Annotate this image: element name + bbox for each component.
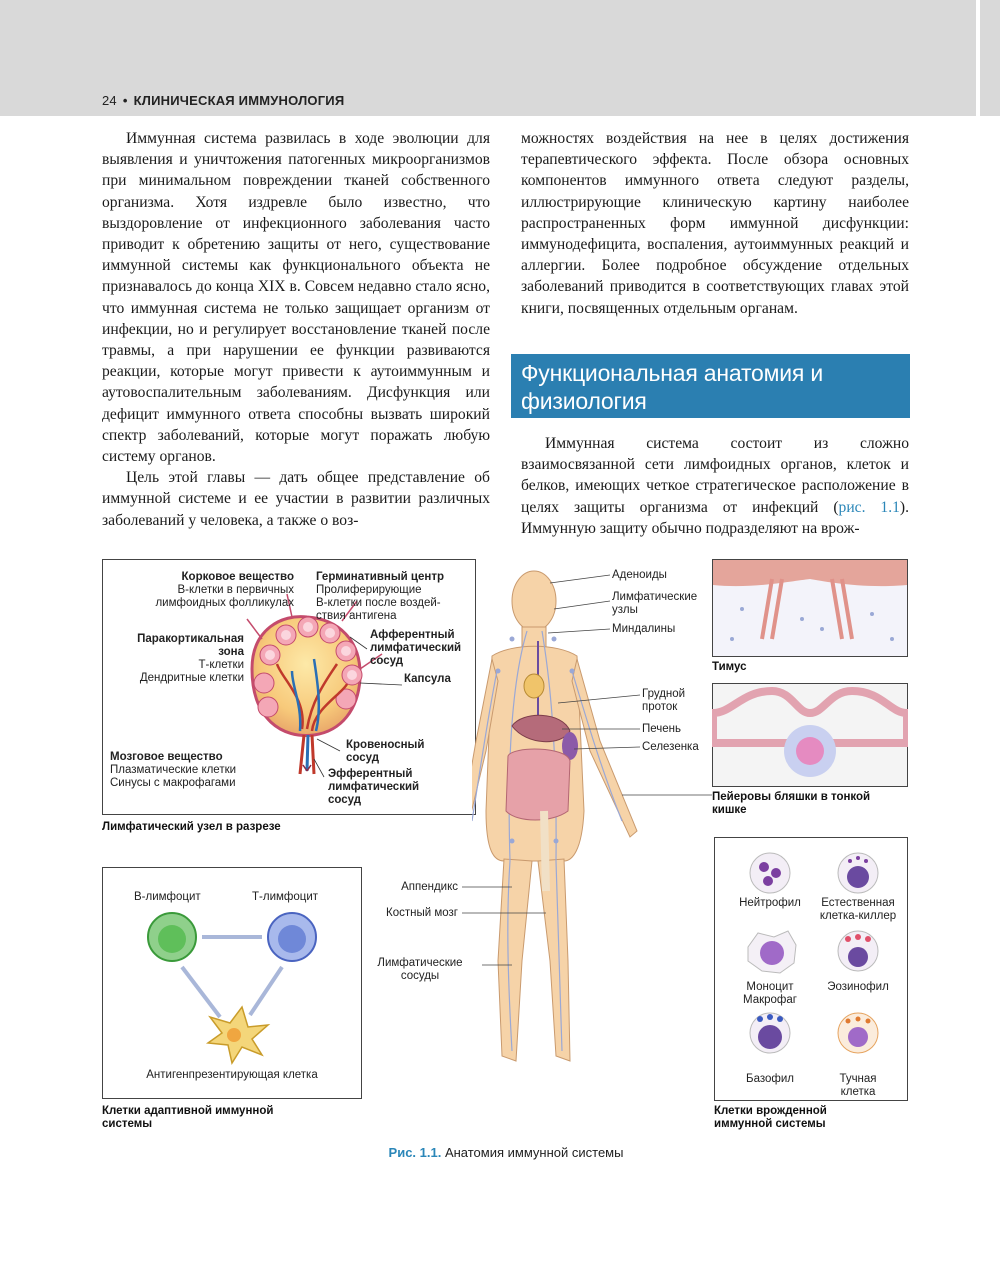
liver-label: Печень [642,723,682,735]
figure-1-1 [102,553,910,1173]
t-cell-label: Т-лимфоцит [252,891,319,903]
page-number: 24 [102,93,117,108]
germinal-title: Герминативный центр [316,571,444,583]
paragraph-intro: Иммунная система развилась в ходе эволюции для выявления и уничтожения патогенных микроорганизмов при минимальном повреждении тканей собственного организма. Хотя издревле было известно, что выздоровление от инфекционного заболевания часто приводит к обретению защиты от него, существование иммунной системы как функционального объекта не признавалось до конца XIX в. Совсем недавно стало ясно, что иммунная система не только защищает организм от инфекции, но и регулирует восстановление тканей после травмы, а при нарушении ее функции развиваются реакции, которые могут привести к аутоиммунным и аутовоспалительным заболеваниям. Дисфункция или дефицит иммунного ответа способны вызвать широкий спектр заболеваний, которые могут поражать любую систему органов. [102,130,490,466]
germinal-line-1: Пролиферирующие [316,584,422,596]
left-column [102,128,490,531]
efferent-line-3: сосуд [328,794,362,806]
monocyte-line-2: Макрофаг [743,994,797,1006]
paracortex-title-1: Паракортикальная [137,633,244,645]
eosinophil-label: Эозинофил [827,981,889,993]
eosinophil-graphic [838,931,878,971]
blood-line-2: сосуд [346,752,380,764]
adaptive-caption [102,1105,273,1131]
innate-caption-line-2: иммунной системы [714,1118,826,1130]
germinal-line-2: В-клетки после воздей- [316,597,441,609]
peyer-caption-line-1: Пейеровы бляшки в тонкой [712,791,871,803]
figure-caption [102,1145,910,1160]
duct-line-2: проток [642,701,678,713]
paragraph-anatomy-text-a: Иммунная система состоит из сложно взаимосвязанной сети лимфоидных органов, клеток и белков, имеющих четкое стратегическое расположение в целях защиты организма от инфекций ( [521,435,909,516]
peyer-illustration [712,683,908,787]
paragraph-anatomy-text-b: ). Иммунную защиту обычно подразделяют на врож- [521,498,909,537]
mast-cell-label [808,1073,908,1099]
nk-line-2: клетка-киллер [819,910,897,922]
nk-cell-label [808,897,908,923]
duct-line-1: Грудной [642,688,686,700]
paragraph-anatomy [521,433,909,539]
adaptive-caption-line-1: Клетки адаптивной иммунной [102,1105,274,1117]
cortex-line-1: В-клетки в первичных [177,584,294,596]
right-column-top [521,128,909,319]
monocyte-line-1: Моноцит [746,981,794,993]
basophil-graphic [750,1013,790,1053]
efferent-line-1: Эфферентный [328,768,413,780]
monocyte-graphic [748,931,796,973]
thymus-illustration [712,559,908,657]
paracortex-line-2: Дендритные клетки [139,672,244,684]
afferent-line-3: сосуд [370,655,404,667]
peyer-caption [712,791,870,817]
section-heading: Функциональная анатомия и физиология [511,354,910,418]
medulla-title: Мозговое вещество [110,751,223,763]
spleen-label: Селезенка [642,741,699,753]
lymph-node-caption: Лимфатический узел в разрезе [102,821,281,833]
figure-caption-number: Рис. 1.1. [388,1145,442,1160]
paragraph-continuation: можностях воздействия на нее в целях достижения терапевтического эффекта. После обзора основных компонентов иммунного ответа следуют разделы, иллюстрирующие клиническую картину наиболее распространенных форм иммунной дисфункции: иммунодефицита, воспаления, аутоиммунных реакций и аллергии. Более подробное обсуждение отдельных заболеваний приводится в соответствующих главах этой книги, посвященных отдельным органам. [521,130,909,317]
medulla-line-2: Синусы с макрофагами [110,777,236,789]
paracortex-line-1: Т-клетки [198,659,244,671]
capsule-text: Капсула [404,673,451,685]
innate-caption-line-1: Клетки врожденной [714,1105,827,1117]
mast-line-1: Тучная [839,1073,877,1085]
cortex-line-2: лимфоидных фолликулах [155,597,294,609]
lymph-nodes-line-2: узлы [612,604,638,616]
adenoids-label: Аденоиды [612,569,667,581]
blood-line-1: Кровеносный [346,739,425,751]
paracortex-title-2: зона [218,646,244,658]
neutrophil-label: Нейтрофил [739,897,801,909]
tonsils-label: Миндалины [612,623,676,635]
basophil-label: Базофил [746,1073,794,1085]
bone-marrow-label: Костный мозг [386,907,458,919]
running-head [102,93,344,108]
apc-label: Антигенпрезентирующая клетка [146,1069,318,1081]
vessels-line-1: Лимфатические [377,957,463,969]
mast-cell-graphic [838,1013,878,1053]
thymus-caption: Тимус [712,661,747,673]
right-column-bottom [521,433,909,539]
innate-caption [714,1105,827,1131]
germinal-line-3: ствия антигена [316,610,397,622]
paragraph-aim: Цель этой главы — дать общее представление об иммунной системе и ее участии в развитии различных заболеваний у человека, а также о воз- [102,469,490,529]
vessels-line-2: сосуды [400,970,440,982]
running-title: КЛИНИЧЕСКАЯ ИММУНОЛОГИЯ [133,93,345,108]
nk-line-1: Естественная [821,897,895,909]
mast-line-2: клетка [840,1086,876,1098]
peyer-caption-line-2: кишке [712,804,747,816]
neutrophil-graphic [750,853,790,893]
b-cell-label: В-лимфоцит [134,891,201,903]
adaptive-caption-line-2: системы [102,1118,153,1130]
cortex-title: Корковое вещество [181,571,294,583]
monocyte-label [720,981,820,1007]
innate-cells-illustration [714,837,908,1101]
figure-caption-text: Анатомия иммунной системы [441,1145,624,1160]
afferent-line-1: Афферентный [370,629,455,641]
figure-reference-link[interactable]: рис. 1.1 [838,498,900,516]
appendix-label: Аппендикс [401,881,458,893]
header-bullet: • [122,93,128,108]
header-band-edge [980,0,1000,116]
nk-cell-graphic [838,853,878,893]
afferent-line-2: лимфатический [370,642,462,654]
medulla-line-1: Плазматические клетки [110,764,237,776]
lymph-nodes-line-1: Лимфатические [612,591,698,603]
efferent-line-2: лимфатический [328,781,420,793]
